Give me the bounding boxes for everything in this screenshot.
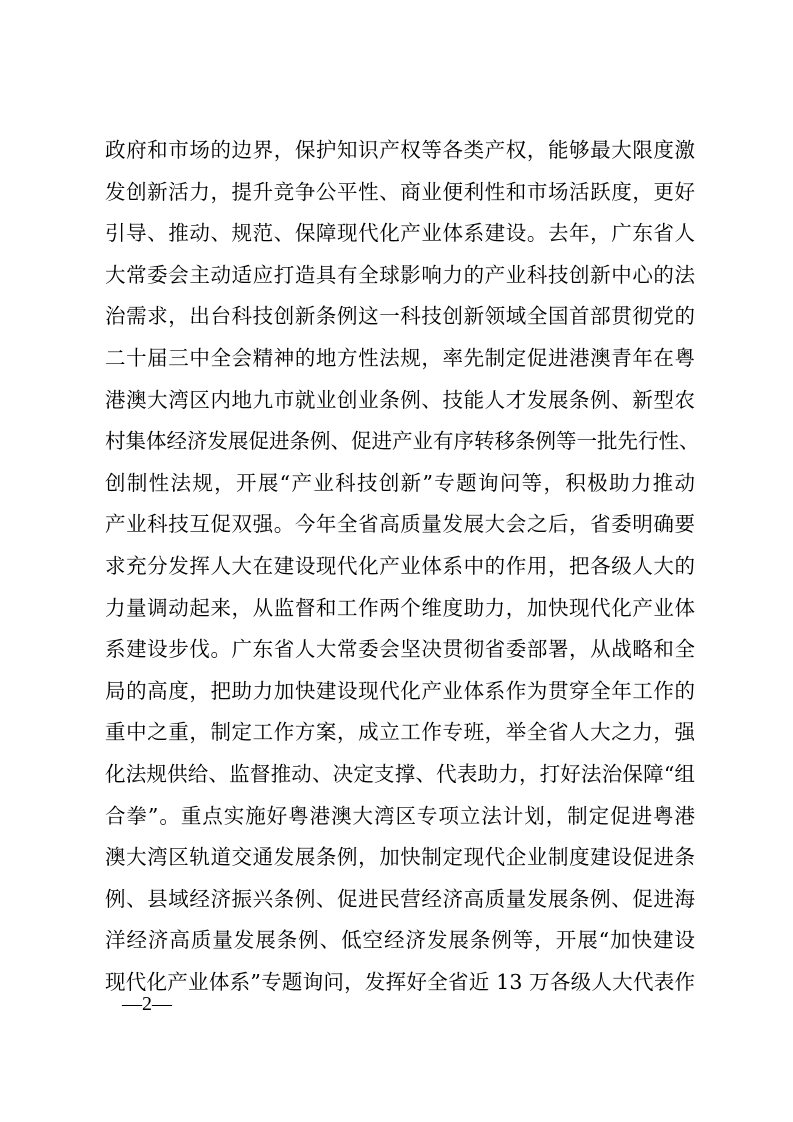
text-line: 村集体经济发展促进条例、促进产业有序转移条例等一批先行性、: [105, 429, 700, 454]
text-line: 创制性法规，开展“产业科技创新”专题询问等，积极助力推动: [105, 470, 695, 495]
text-line: 澳大湾区轨道交通发展条例，加快制定现代企业制度建设促进条: [105, 845, 695, 870]
text-line: 合拳”。重点实施好粤港澳大湾区专项立法计划，制定促进粤港: [105, 803, 695, 828]
text-line: 洋经济高质量发展条例、低空经济发展条例等，开展“加快建设: [105, 928, 695, 953]
text-line: 局的高度，把助力加快建设现代化产业体系作为贯穿全年工作的: [105, 678, 695, 703]
text-line: 力量调动起来，从监督和工作两个维度助力，加快现代化产业体: [105, 595, 695, 620]
text-line: 例、县域经济振兴条例、促进民营经济高质量发展条例、促进海: [105, 886, 695, 911]
text-line: 产业科技互促双强。今年全省高质量发展大会之后，省委明确要: [105, 512, 695, 537]
text-line: 二十届三中全会精神的地方性法规，率先制定促进港澳青年在粤: [105, 345, 695, 370]
text-line: 港澳大湾区内地九市就业创业条例、技能人才发展条例、新型农: [105, 387, 695, 412]
text-line: 求充分发挥人大在建设现代化产业体系中的作用，把各级人大的: [105, 553, 695, 578]
text-line: 引导、推动、规范、保障现代化产业体系建设。去年，广东省人: [105, 221, 695, 246]
text-line: 化法规供给、监督推动、决定支撑、代表助力，打好法治保障“组: [105, 761, 695, 786]
text-line: 政府和市场的边界，保护知识产权等各类产权，能够最大限度激: [105, 138, 695, 162]
text-line: 现代化产业体系”专题询问，发挥好全省近 13 万各级人大代表作: [105, 969, 695, 994]
text-line: 治需求，出台科技创新条例这一科技创新领域全国首部贯彻党的: [105, 304, 695, 329]
page-number: —2—: [122, 993, 172, 1015]
text-line: 系建设步伐。广东省人大常委会坚决贯彻省委部署，从战略和全: [105, 637, 695, 662]
text-line: 发创新活力，提升竞争公平性、商业便利性和市场活跃度，更好: [105, 179, 695, 204]
text-line: 重中之重，制定工作方案，成立工作专班，举全省人大之力，强: [105, 720, 695, 745]
body-paragraph: [105, 130, 700, 1003]
text-line: 大常委会主动适应打造具有全球影响力的产业科技创新中心的法: [105, 262, 695, 287]
